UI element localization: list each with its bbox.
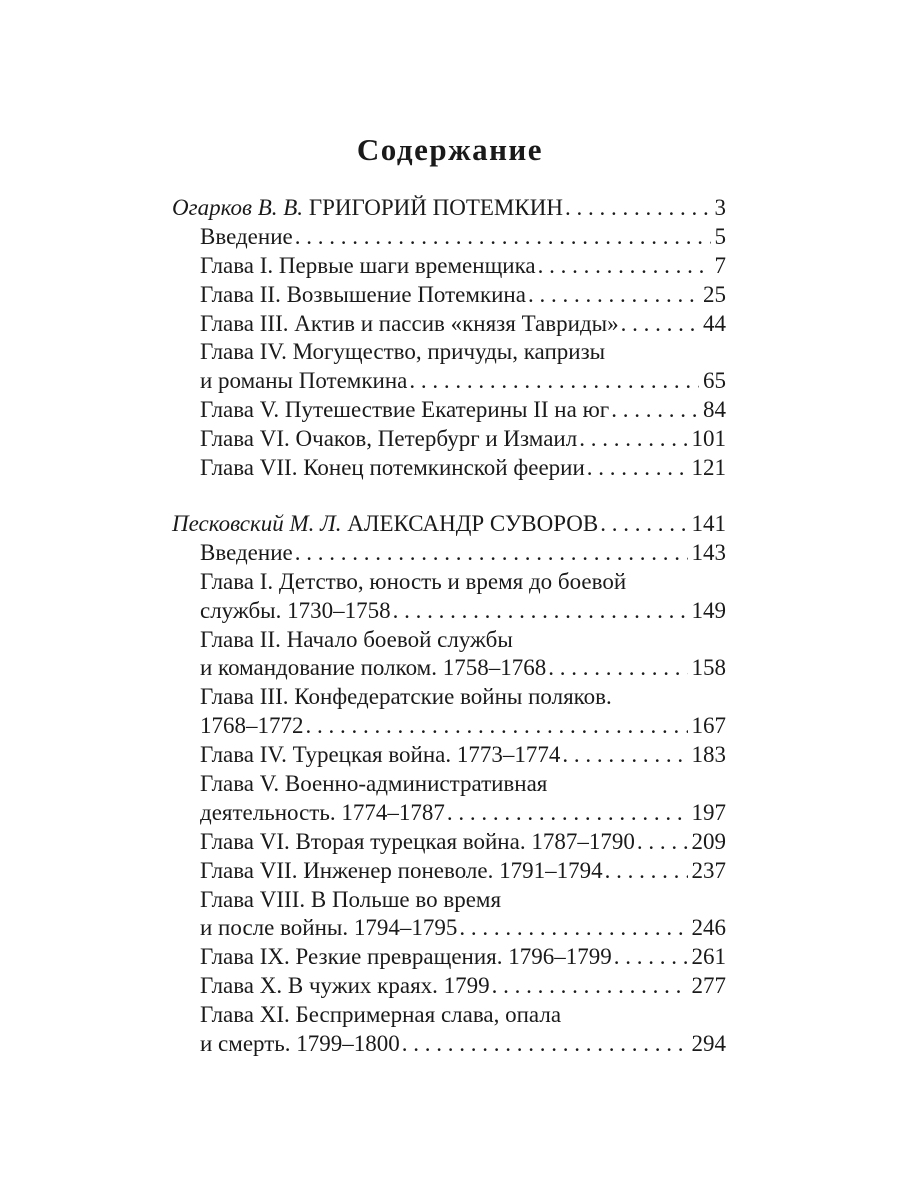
page-number: 149: [691, 597, 726, 623]
toc-entry-line: [172, 626, 726, 655]
toc-entry-text: Введение: [200, 539, 293, 565]
dot-leader: [614, 943, 688, 972]
toc-entry-text: Глава I. Первые шаги временщика: [200, 252, 536, 278]
toc-entry-text: и смерть. 1799–1800: [200, 1031, 400, 1057]
toc-entry-text: деятельность. 1774–1787: [200, 799, 445, 825]
toc-entry-line: [172, 886, 726, 915]
dot-leader: [295, 223, 711, 252]
page-number: 294: [691, 1031, 726, 1057]
work-title: АЛЕКСАНДР СУВОРОВ: [347, 511, 599, 536]
toc-entry-text: Глава II. Начало боевой службы: [200, 626, 513, 652]
page-number: 209: [691, 828, 726, 854]
toc-entry-text: Глава VI. Вторая турецкая война. 1787–1790: [200, 828, 635, 854]
dot-leader: [459, 914, 687, 943]
dot-leader: [528, 281, 699, 310]
toc-entry-text: Глава I. Детство, юность и время до боевой: [200, 568, 627, 594]
dot-leader: [637, 828, 688, 857]
toc-entry-text: Глава VIII. В Польше во время: [200, 886, 502, 912]
toc-entry[interactable]: [172, 367, 726, 396]
toc-entry[interactable]: [172, 914, 726, 943]
toc-entry[interactable]: [172, 712, 726, 741]
toc-work-heading[interactable]: [172, 510, 726, 539]
toc-section: [172, 194, 726, 483]
dot-leader: [579, 425, 687, 454]
toc-entry[interactable]: [172, 799, 726, 828]
dot-leader: [393, 597, 688, 626]
page-title: Содержание: [356, 132, 544, 167]
dot-leader: [295, 539, 688, 568]
dot-leader: [611, 396, 699, 425]
toc-entry-text: Глава IX. Резкие превращения. 1796–1799: [200, 944, 612, 970]
dot-leader: [548, 654, 687, 683]
page-number: 261: [691, 944, 726, 970]
page-number: 141: [691, 511, 726, 536]
toc-entry-text: Глава V. Путешествие Екатерины II на юг: [200, 397, 610, 423]
author-name: Песковский М. Л.: [172, 511, 342, 536]
dot-leader: [621, 310, 699, 339]
toc-entry[interactable]: [172, 252, 726, 281]
page-number: 7: [714, 252, 726, 278]
page-number: 5: [714, 223, 726, 249]
toc-entry[interactable]: [172, 454, 726, 483]
dot-leader: [409, 367, 699, 396]
toc-entry-text: Введение: [200, 223, 293, 249]
author-name: Огарков В. В.: [172, 195, 304, 220]
toc-entry-text: и романы Потемкина: [200, 368, 408, 394]
page-number: 101: [691, 426, 726, 452]
toc-entry[interactable]: [172, 972, 726, 1001]
toc-entry[interactable]: [172, 741, 726, 770]
toc-section: [172, 510, 726, 1059]
toc-entry-text: Глава XI. Беспримерная слава, опала: [200, 1002, 562, 1028]
page-number: 3: [714, 195, 726, 220]
dot-leader: [605, 857, 688, 886]
dot-leader: [447, 799, 688, 828]
toc-entry-text: Глава VII. Конец потемкинской феерии: [200, 455, 585, 481]
page-number: 65: [703, 368, 726, 394]
page-number: 183: [691, 742, 726, 768]
dot-leader: [306, 712, 688, 741]
dot-leader: [600, 510, 687, 539]
page-number: 121: [691, 455, 726, 481]
toc-entry-text: Глава VII. Инженер поневоле. 1791–1794: [200, 857, 603, 883]
toc-entry[interactable]: [172, 828, 726, 857]
dot-leader: [492, 972, 688, 1001]
page-number: 25: [703, 281, 726, 307]
toc-entry[interactable]: [172, 1030, 726, 1059]
dot-leader: [402, 1030, 688, 1059]
page-number: 197: [691, 799, 726, 825]
toc-entry-line: [172, 770, 726, 799]
toc-entry-line: [172, 568, 726, 597]
toc-entry-text: Глава II. Возвышение Потемкина: [200, 281, 526, 307]
page-number: 84: [703, 397, 726, 423]
toc-work-heading[interactable]: [172, 194, 726, 223]
toc-entry[interactable]: [172, 857, 726, 886]
toc-entry-text: Глава IV. Могущество, причуды, капризы: [200, 339, 606, 365]
toc-entry-text: Глава X. В чужих краях. 1799: [200, 973, 490, 999]
toc-entry[interactable]: [172, 310, 726, 339]
toc-work-heading-text: [172, 194, 563, 223]
toc-entry-text: Глава IV. Турецкая война. 1773–1774: [200, 742, 561, 768]
page-number: 246: [691, 915, 726, 941]
work-title: ГРИГОРИЙ ПОТЕМКИН: [308, 195, 563, 220]
toc-entry-line: [172, 683, 726, 712]
toc-entry-text: Глава III. Актив и пассив «князя Тавриды»: [200, 310, 619, 336]
toc-entry-text: 1768–1772: [200, 713, 304, 739]
toc-entry[interactable]: [172, 654, 726, 683]
toc-entry-text: Глава VI. Очаков, Петербург и Измаил: [200, 426, 578, 452]
toc-entry[interactable]: [172, 943, 726, 972]
dot-leader: [587, 454, 688, 483]
dot-leader: [562, 741, 687, 770]
page-number: 167: [691, 713, 726, 739]
page-number: 277: [691, 973, 726, 999]
toc-entry[interactable]: [172, 281, 726, 310]
toc-entry[interactable]: [172, 539, 726, 568]
toc-entry[interactable]: [172, 597, 726, 626]
toc-entry-text: и командование полком. 1758–1768: [200, 655, 547, 681]
page-number: 44: [703, 310, 726, 336]
toc-entry-text: службы. 1730–1758: [200, 597, 391, 623]
page-number: 143: [691, 539, 726, 565]
toc-entry-line: [172, 338, 726, 367]
dot-leader: [538, 252, 711, 281]
toc-entry[interactable]: [172, 425, 726, 454]
toc-entry-text: Глава III. Конфедератские войны поляков.: [200, 684, 612, 710]
toc-work-heading-text: [172, 510, 598, 539]
page-number: 237: [691, 857, 726, 883]
toc-entry-line: [172, 1001, 726, 1030]
dot-leader: [565, 194, 711, 223]
toc-entry-text: и после войны. 1794–1795: [200, 915, 458, 941]
toc-entry[interactable]: [172, 223, 726, 252]
toc-entry-text: Глава V. Военно-административная: [200, 771, 548, 797]
page-number: 158: [691, 655, 726, 681]
toc-entry[interactable]: [172, 396, 726, 425]
